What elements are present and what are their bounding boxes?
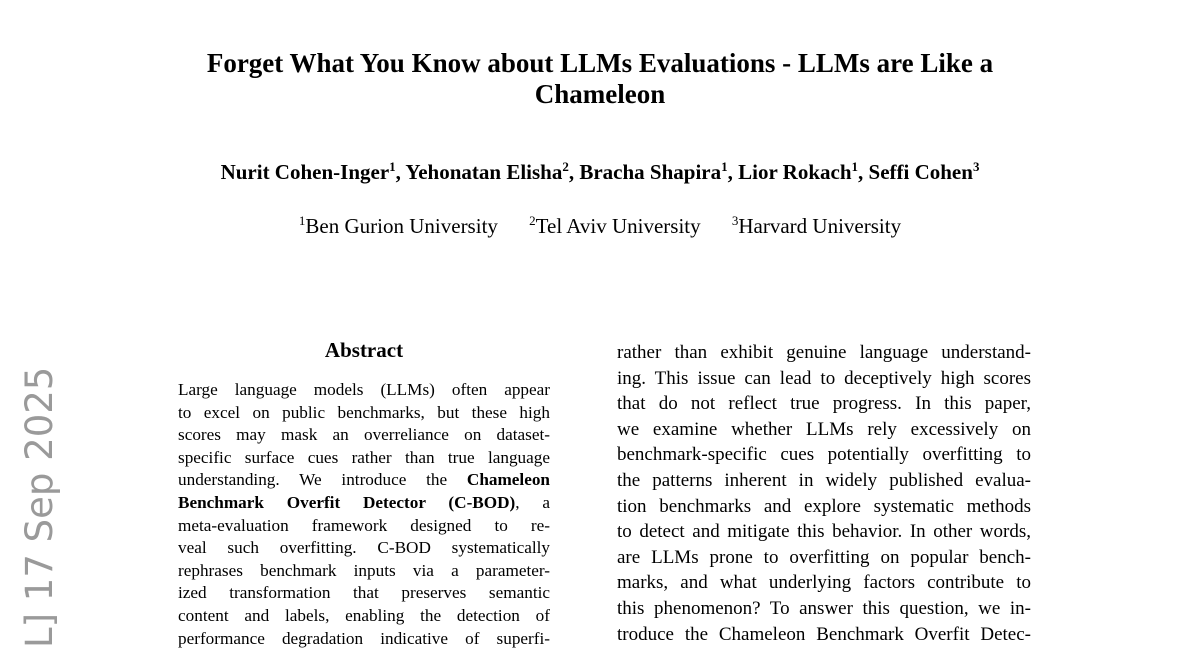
abstract-heading: Abstract <box>324 338 404 362</box>
abstract-line: performance degradation indicative of superfi- <box>178 628 550 648</box>
method-name-bold: Benchmark Overfit Detector (C-BOD) <box>178 492 516 512</box>
abstract-body <box>178 379 550 650</box>
affiliation-3: $^3$Harvard University <box>731 213 902 238</box>
title-line-2: Chameleon <box>534 79 666 109</box>
abstract-line: rephrases benchmark inputs via a parameter- <box>178 560 550 580</box>
abstract-line: veal such overfitting. C-BOD systematically <box>178 538 550 558</box>
method-name-bold: Chameleon <box>466 470 550 490</box>
body-line: benchmark-specific cues potentially overfitting to <box>617 444 1031 466</box>
abstract-line: Large language models (LLMs) often appear <box>178 380 550 399</box>
abstract-line: content and labels, enabling the detection of <box>178 605 550 625</box>
abstract-line: meta-evaluation framework designed to re- <box>178 515 550 535</box>
body-line: the patterns inherent in widely published evalua- <box>617 469 1031 491</box>
abstract-line: Benchmark Overfit Detector (C-BOD), a <box>178 492 550 512</box>
abstract-line: to excel on public benchmarks, but these high <box>178 402 550 422</box>
affiliation-2: $^2$Tel Aviv University <box>529 213 701 238</box>
author-3: Bracha Shapira$^1$ <box>579 159 728 184</box>
body-line: marks, and what underlying factors contribute to <box>617 572 1031 594</box>
arxiv-identifier-stamp: L] 17 Sep 2025 <box>18 366 61 648</box>
body-line: tion benchmarks and explore systematic methods <box>617 495 1031 517</box>
body-line: ing. This issue can lead to deceptively high scores <box>617 367 1031 389</box>
abstract-line: ized transformation that preserves semantic <box>178 583 550 603</box>
body-line: troduce the Chameleon Benchmark Overfit Detec- <box>617 623 1031 645</box>
body-line: rather than exhibit genuine language understand- <box>617 342 1031 363</box>
author-2: Yehonatan Elisha$^2$ <box>405 159 569 184</box>
abstract-line: specific surface cues rather than true language <box>178 447 550 467</box>
body-line: that do not reflect true progress. In this paper, <box>617 393 1031 415</box>
introduction-column <box>617 340 1031 647</box>
body-line: we examine whether LLMs rely excessively on <box>617 418 1031 440</box>
body-line: this phenomenon? To answer this question, we in- <box>617 597 1031 619</box>
author-list: Nurit Cohen-Inger$^1$, Yehonatan Elisha$^2$, Bracha Shapira$^1$, Lior Rokach$^1$, Seffi Cohen$^3$ <box>220 159 980 184</box>
affiliation-list <box>100 213 1100 239</box>
affiliation-1: $^1$Ben Gurion University <box>298 213 498 238</box>
title-line-1: Forget What You Know about LLMs Evaluations - LLMs are Like a <box>206 48 994 78</box>
author-1: Nurit Cohen-Inger$^1$ <box>220 159 396 184</box>
body-line: are LLMs prone to overfitting on popular bench- <box>617 546 1031 568</box>
paper-title <box>150 48 1050 110</box>
abstract-line: understanding. We introduce the Chameleon <box>178 470 550 490</box>
body-line: to detect and mitigate this behavior. In other words, <box>617 521 1031 543</box>
abstract-line: scores may mask an overreliance on dataset- <box>178 425 550 445</box>
author-5: Seffi Cohen$^3$ <box>868 159 980 184</box>
author-4: Lior Rokach$^1$ <box>738 159 859 184</box>
